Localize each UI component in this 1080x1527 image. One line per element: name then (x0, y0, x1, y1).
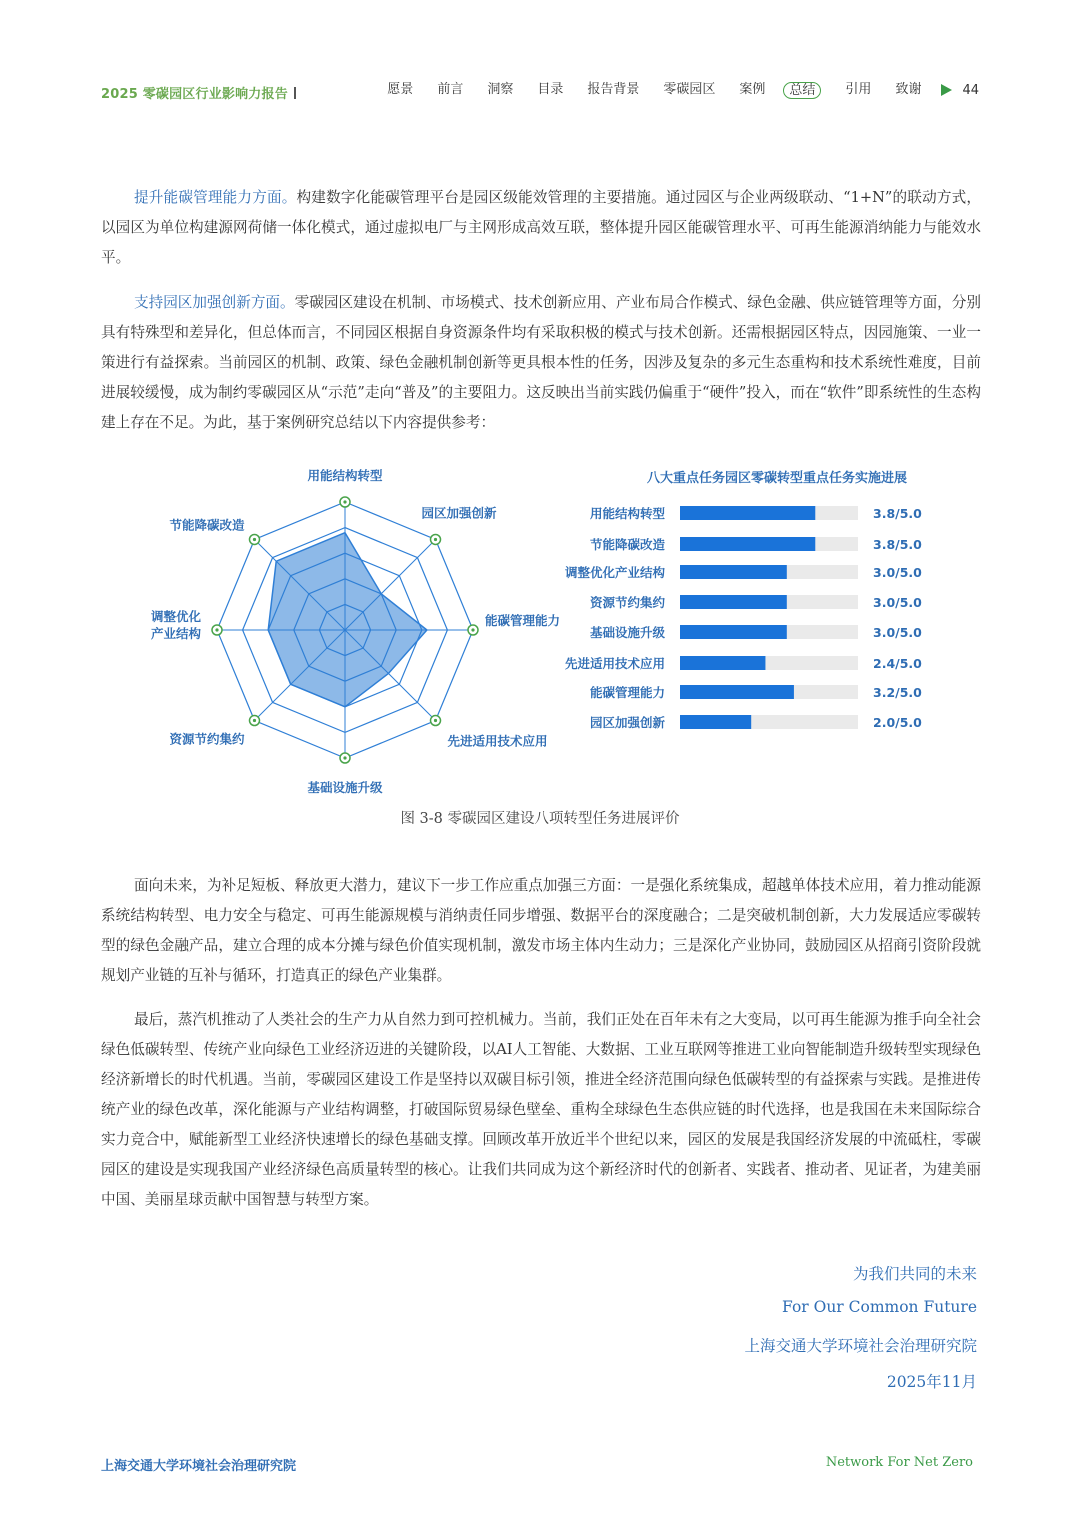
nav-background[interactable]: 报告背景 (587, 82, 640, 97)
bar-category-label: 调整优化产业结构 (564, 565, 665, 580)
paragraph-body: 面向未来，为补足短板、释放更大潜力，建议下一步工作应重点加强三方面：一是强化系统集成，超越单体技术应用，着力推动能源系统结构转型、电力安全与稳定、可再生能源规模与消纳责任同步增强、数据平台的深度融合；二是突破机制创新，大力发展适应零碳转型的绿色金融产品，建立合理的成本分摊与绿色价值实现机制，激发市场主体内生动力；三是深化产业协同，鼓励园区从招商引资阶段就规划产业链的互补与循环，打造真正的绿色产业集群。 (101, 877, 981, 984)
radar-axis-marker-dot (434, 538, 437, 541)
bar-category-label: 用能结构转型 (589, 506, 665, 521)
bar-fill (680, 625, 787, 639)
radar-axis-label: 节能降碳改造 (169, 517, 245, 533)
page-number: 44 (962, 82, 979, 98)
nav-zero-carbon-park[interactable]: 零碳园区 (663, 82, 716, 97)
signature-institute: 上海交通大学环境社会治理研究院 (744, 1337, 977, 1355)
bar-fill (680, 595, 787, 609)
radar-axis-marker-dot (215, 628, 218, 631)
paragraph-body: 最后，蒸汽机推动了人类社会的生产力从自然力到可控机械力。当前，我们正处在百年未有之大变局，以可再生能源为推手向全社会绿色低碳转型、传统产业向绿色工业经济迈进的关键阶段，以AI人工智能、大数据、工业互联网等推进工业向智能制造升级转型实现绿色经济新增长的时代机遇。当前，零碳园区建设工作是坚持以双碳目标引领，推进全经济范围向绿色低碳转型的有益探索与实践。是推进传统产业的绿色改革，深化能源与产业结构调整，打破国际贸易绿色壁垒、重构全球绿色生态供应链的时代选择，也是我国在未来国际综合实力竞合中，赋能新型工业经济快速增长的绿色基础支撑。回顾改革开放近半个世纪以来，园区的发展是我国经济发展的中流砥柱，零碳园区的建设是实现我国产业经济绿色高质量转型的核心。让我们共同成为这个新经济时代的创新者、实践者、推动者、见证者，为建美丽中国、美丽星球贡献中国智慧与转型方案。 (101, 1011, 981, 1208)
footer-institute: 上海交通大学环境社会治理研究院 (101, 1459, 297, 1474)
radar-axis-label: 基础设施升级 (307, 780, 383, 795)
bar-category-label: 资源节约集约 (589, 595, 665, 610)
radar-axis-label: 能碳管理能力 (485, 613, 561, 628)
radar-axis-marker-dot (471, 628, 474, 631)
report-title: 2025 零碳园区行业影响力报告 (101, 83, 296, 102)
bar-value-label: 3.8/5.0 (873, 537, 922, 552)
bar-chart-title: 八大重点任务园区零碳转型重点任务实施进展 (646, 471, 908, 486)
bar-chart (565, 470, 922, 730)
radar-axis-marker-dot (434, 719, 437, 722)
bar-value-label: 3.0/5.0 (873, 565, 922, 580)
top-nav (363, 80, 979, 100)
bar-category-label: 节能降碳改造 (589, 537, 665, 552)
nav-references[interactable]: 引用 (845, 82, 872, 97)
nav-preface[interactable]: 前言 (437, 82, 464, 97)
radar-axis-marker-dot (343, 500, 346, 503)
title-divider (294, 87, 296, 99)
page-header (0, 80, 1080, 104)
radar-chart (151, 468, 560, 795)
bar-category-label: 先进适用技术应用 (564, 656, 665, 671)
nav-summary[interactable]: 总结 (783, 82, 821, 99)
paragraph-body: 零碳园区建设在机制、市场模式、技术创新应用、产业布局合作模式、绿色金融、供应链管理等方面，分别具有特殊型和差异化，但总体而言，不同园区根据自身资源条件均有采取积极的模式与技术创新。还需根据园区特点，因园施策、一业一策进行有益探索。当前园区的机制、政策、绿色金融机制创新等更具根本性的任务，因涉及复杂的多元生态重构和技术系统性难度，目前进展较缓慢，成为制约零碳园区从“示范”走向“普及”的主要阻力。这反映出当前实践仍偏重于“硬件”投入，而在“软件”即系统性的生态构建上存在不足。为此，基于案例研究总结以下内容提供参考： (101, 294, 981, 431)
paragraph-body: 构建数字化能碳管理平台是园区级能效管理的主要措施。通过园区与企业两级联动、“1+N”的联动方式，以园区为单位构建源网荷储一体化模式，通过虚拟电厂与主网形成高效互联，整体提升园区能碳管理水平、可再生能源消纳能力与能效水平。 (101, 189, 981, 266)
bar-category-label: 能碳管理能力 (589, 685, 665, 700)
paragraph-future (101, 871, 981, 991)
next-page-arrow-icon[interactable] (941, 84, 952, 96)
figure-3-8 (0, 460, 1080, 800)
radar-axis-label: 园区加强创新 (421, 505, 497, 521)
signature-date: 2025年11月 (886, 1373, 977, 1391)
paragraph-conclusion (101, 1005, 981, 1215)
paragraph-lead: 提升能碳管理能力方面。 (134, 189, 297, 206)
bar-value-label: 3.0/5.0 (873, 595, 922, 610)
signature-motto: 为我们共同的未来 (852, 1265, 977, 1283)
nav-cases[interactable]: 案例 (739, 82, 766, 97)
radar-axis-label: 产业结构 (150, 626, 201, 641)
radar-axis-marker-dot (253, 719, 256, 722)
bar-fill (680, 506, 815, 520)
nav-insight[interactable]: 洞察 (487, 82, 514, 97)
bar-fill (680, 656, 765, 670)
bar-value-label: 3.2/5.0 (873, 685, 922, 700)
paragraph-energy-carbon-management (101, 183, 981, 273)
radar-axis-marker-dot (343, 756, 346, 759)
paragraph-lead: 支持园区加强创新方面。 (134, 294, 295, 311)
bar-category-label: 基础设施升级 (589, 625, 665, 640)
bar-fill (680, 685, 794, 699)
radar-axis-marker-dot (253, 538, 256, 541)
nav-acknowledgements[interactable]: 致谢 (895, 82, 922, 97)
bar-value-label: 3.8/5.0 (873, 506, 922, 521)
bar-value-label: 2.0/5.0 (873, 715, 922, 730)
bar-fill (680, 537, 815, 551)
bar-value-label: 3.0/5.0 (873, 625, 922, 640)
bar-value-label: 2.4/5.0 (873, 656, 922, 671)
paragraph-park-innovation (101, 288, 981, 438)
footer-network: Network For Net Zero (825, 1455, 973, 1470)
radar-data-area (268, 533, 427, 707)
bar-fill (680, 565, 787, 579)
radar-axis-label: 资源节约集约 (169, 731, 245, 747)
radar-axis-label: 先进适用技术应用 (447, 733, 548, 749)
nav-vision[interactable]: 愿景 (387, 82, 414, 97)
radar-axis-label: 调整优化 (150, 609, 201, 624)
bar-category-label: 园区加强创新 (589, 715, 665, 730)
radar-axis-label: 用能结构转型 (307, 468, 383, 483)
signature-motto-en: For Our Common Future (782, 1298, 977, 1316)
figure-caption: 图 3-8 零碳园区建设八项转型任务进展评价 (400, 811, 680, 827)
nav-contents[interactable]: 目录 (537, 82, 564, 97)
bar-fill (680, 715, 751, 729)
